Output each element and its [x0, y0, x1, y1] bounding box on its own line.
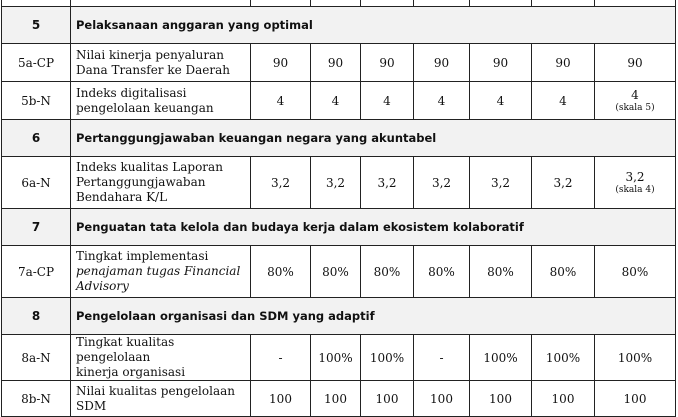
section-number: 7 — [2, 209, 71, 246]
section-row — [2, 209, 676, 246]
table-row — [2, 335, 676, 381]
section-title: Pengelolaan organisasi dan SDM yang adaptif — [71, 298, 676, 335]
target-value: 100% — [470, 335, 532, 381]
target-value: 100% — [311, 335, 361, 381]
target-value: 100 — [470, 381, 532, 417]
table-row — [2, 157, 676, 209]
section-title: Pertanggungjawaban keuangan negara yang akuntabel — [71, 120, 676, 157]
section-row — [2, 298, 676, 335]
indicator-code: 8a-N — [2, 335, 71, 381]
target-value: 80% — [414, 246, 470, 298]
target-value: 80% — [595, 246, 676, 298]
target-value: 90 — [595, 44, 676, 82]
target-value: 3,2 — [532, 157, 595, 209]
indicator-name: Tingkat implementasi penajaman tugas Financial Advisory — [71, 246, 251, 298]
target-value: 80% — [532, 246, 595, 298]
target-value: 100% — [361, 335, 414, 381]
section-title: Pelaksanaan anggaran yang optimal — [71, 7, 676, 44]
target-value: - — [251, 335, 311, 381]
target-value: 4 — [361, 82, 414, 120]
target-value: 4 — [532, 82, 595, 120]
target-value: 90 — [470, 44, 532, 82]
target-value: 90 — [532, 44, 595, 82]
indicator-name: Nilai kinerja penyaluran Dana Transfer ke Daerah — [71, 44, 251, 82]
target-value: 4 — [251, 82, 311, 120]
target-value: 90 — [251, 44, 311, 82]
indicator-name: Indeks kualitas Laporan Pertanggungjawaban Bendahara K/L — [71, 157, 251, 209]
target-value: 100 — [251, 381, 311, 417]
kpi-table — [1, 0, 676, 417]
target-value: 100 — [532, 381, 595, 417]
target-value: 100 — [311, 381, 361, 417]
target-value: 100 — [361, 381, 414, 417]
target-value: 4 — [414, 82, 470, 120]
table-row — [2, 44, 676, 82]
target-value: 90 — [311, 44, 361, 82]
indicator-name: Nilai kualitas pengelolaan SDM — [71, 381, 251, 417]
target-value: - — [414, 335, 470, 381]
indicator-name: Tingkat kualitas pengelolaan kinerja organisasi — [71, 335, 251, 381]
target-value: 4 (skala 5) — [595, 82, 676, 120]
target-value: 4 — [470, 82, 532, 120]
section-number: 5 — [2, 7, 71, 44]
target-value: 3,2 — [361, 157, 414, 209]
table-row — [2, 82, 676, 120]
target-value: 90 — [414, 44, 470, 82]
target-value: 80% — [311, 246, 361, 298]
target-value: 3,2 — [414, 157, 470, 209]
target-value: 100% — [532, 335, 595, 381]
target-value: 3,2 — [311, 157, 361, 209]
section-number: 8 — [2, 298, 71, 335]
section-row — [2, 120, 676, 157]
target-value: 100 — [595, 381, 676, 417]
section-title: Penguatan tata kelola dan budaya kerja dalam ekosistem kolaboratif — [71, 209, 676, 246]
target-value: 4 — [311, 82, 361, 120]
target-value: 100% — [595, 335, 676, 381]
indicator-code: 6a-N — [2, 157, 71, 209]
table-row — [2, 246, 676, 298]
target-value: 3,2 — [251, 157, 311, 209]
indicator-name: Indeks digitalisasi pengelolaan keuangan — [71, 82, 251, 120]
target-value: 80% — [361, 246, 414, 298]
indicator-code: 7a-CP — [2, 246, 71, 298]
target-value: 100 — [414, 381, 470, 417]
indicator-code: 5a-CP — [2, 44, 71, 82]
target-value: 80% — [470, 246, 532, 298]
target-value: 80% — [251, 246, 311, 298]
scale-note: (skala 4) — [615, 184, 655, 195]
scale-note: (skala 5) — [615, 102, 655, 113]
target-value: 90 — [361, 44, 414, 82]
indicator-code: 8b-N — [2, 381, 71, 417]
section-row — [2, 7, 676, 44]
target-value: 3,2 (skala 4) — [595, 157, 676, 209]
section-number: 6 — [2, 120, 71, 157]
target-value: 3,2 — [470, 157, 532, 209]
indicator-code: 5b-N — [2, 82, 71, 120]
table-row — [2, 381, 676, 417]
